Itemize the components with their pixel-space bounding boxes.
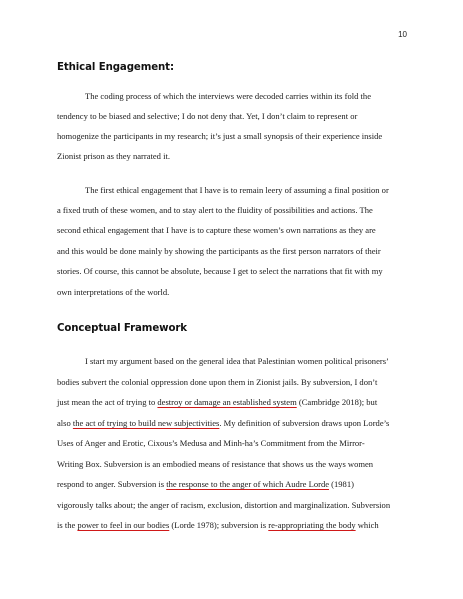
text-run: also xyxy=(57,418,73,428)
text-run: just mean the act of trying to xyxy=(57,397,158,407)
text-run: (1981) xyxy=(329,479,354,489)
text-line: bodies subvert the colonial oppression done upon them in Zionist jails. By subversion, I don’t xyxy=(57,377,378,387)
text-line xyxy=(57,520,379,530)
text-run: is the xyxy=(57,520,78,530)
text-run: which xyxy=(355,520,379,530)
page-number: 10 xyxy=(398,30,407,39)
text-line: Zionist prison as they narrated it. xyxy=(57,151,170,161)
text-line: I start my argument based on the general idea that Palestinian women political prisoners’ xyxy=(85,356,389,366)
text-run: . My definition of subversion draws upon Lorde’s xyxy=(219,418,390,428)
section-heading-conceptual-framework: Conceptual Framework xyxy=(57,323,187,334)
text-line: second ethical engagement that I have is to capture these women’s own narrations as they are xyxy=(57,225,376,235)
text-run: (Lorde 1978); subversion is xyxy=(169,520,269,530)
text-run: respond to anger. Subversion is xyxy=(57,479,167,489)
text-line: tendency to be biased and selective; I do not deny that. Yet, I don’t claim to represent or xyxy=(57,111,358,121)
section-heading-ethical-engagement: Ethical Engagement: xyxy=(57,62,174,73)
underlined-phrase: re-appropriating the body xyxy=(268,520,356,530)
underlined-phrase: destroy or damage an established system xyxy=(157,397,297,407)
text-line xyxy=(57,418,389,428)
text-line: own interpretations of the world. xyxy=(57,287,170,297)
text-line xyxy=(57,479,354,489)
text-line: and this would be done mainly by showing the participants as the first person narrators of their xyxy=(57,246,381,256)
underlined-phrase: the response to the anger of which Audre Lorde xyxy=(166,479,330,489)
text-line: Uses of Anger and Erotic, Cixous’s Medusa and Minh-ha’s Commitment from the Mirror- xyxy=(57,438,365,448)
text-line: vigorously talks about; the anger of racism, exclusion, distortion and marginalization. Subversion xyxy=(57,500,391,510)
text-line: homogenize the participants in my research; it’s just a small synopsis of their experience inside xyxy=(57,131,383,141)
text-line: Writing Box. Subversion is an embodied means of resistance that shows us the ways women xyxy=(57,459,374,469)
underlined-phrase: the act of trying to build new subjectivities xyxy=(72,418,220,428)
text-line: stories. Of course, this cannot be absolute, because I get to select the narrations that fit with my xyxy=(57,266,383,276)
text-line: a fixed truth of these women, and to stay alert to the fluidity of possibilities and actions. The xyxy=(57,205,373,215)
text-run: (Cambridge 2018); but xyxy=(296,397,378,407)
text-line: The coding process of which the interviews were decoded carries within its fold the xyxy=(85,91,371,101)
text-line: The first ethical engagement that I have is to remain leery of assuming a final position or xyxy=(85,185,389,195)
underlined-phrase: power to feel in our bodies xyxy=(77,520,170,530)
text-line xyxy=(57,397,377,407)
